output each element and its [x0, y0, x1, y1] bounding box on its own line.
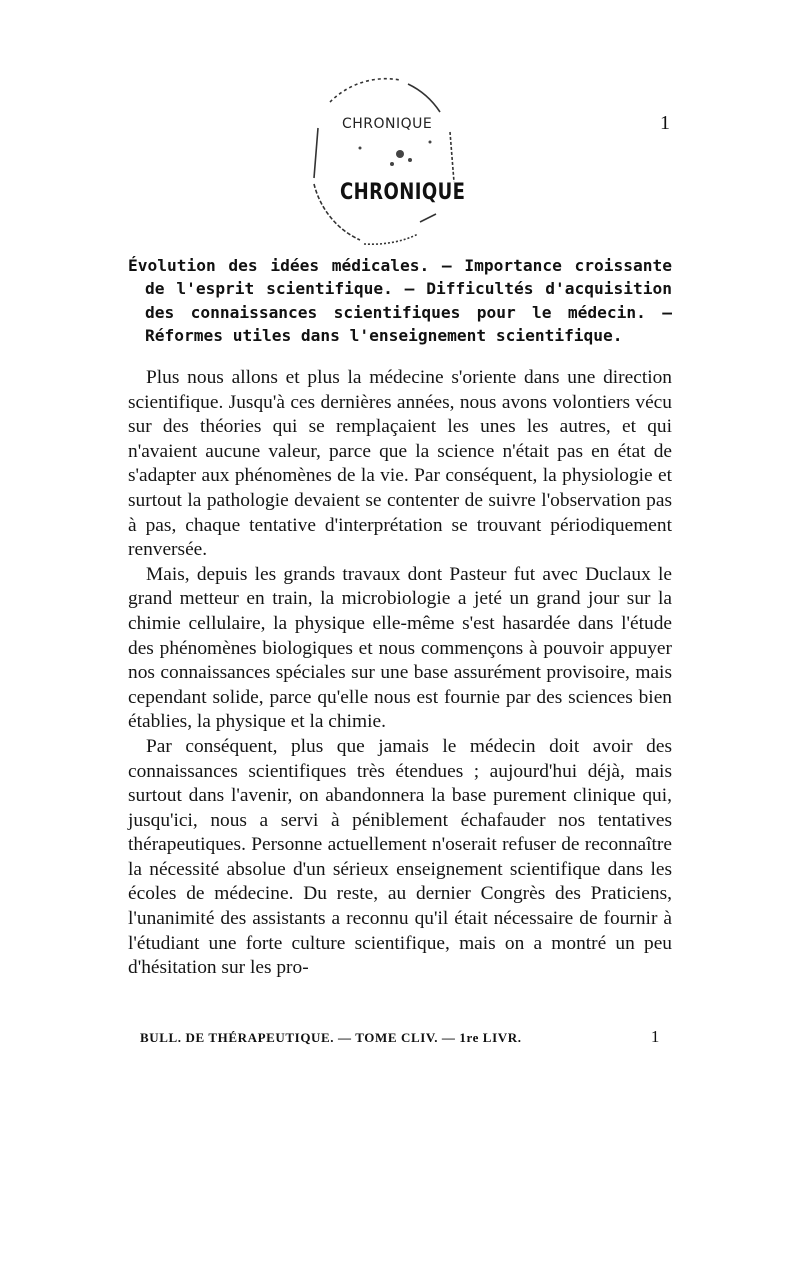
- summary-text: Évolution des idées médicales. — Importance croissante de l'esprit scientifique. — Difficultés d'acquisition des connaissances scientifiques pour le médecin. — Réformes utiles dans l'enseignement scientifique.: [128, 256, 672, 345]
- running-head: CHRONIQUE: [342, 116, 433, 132]
- paragraph: Mais, depuis les grands travaux dont Pasteur fut avec Duclaux le grand metteur en train, la microbiologie a jeté un grand jour sur la chimie cellulaire, la physique elle-même s'est hasardée dans l'étude des phénomènes biologiques et nous commençons à pouvoir appuyer nos connaissances spéciales sur une base assurément provisoire, mais cependant solide, parce qu'elle nous est fournie par des sciences bien établies, la physique et la chimie.: [128, 563, 672, 733]
- stamp-seal-icon: [300, 72, 470, 252]
- chapter-title: CHRONIQUE: [340, 180, 466, 205]
- chapter-summary: [128, 254, 672, 347]
- library-stamp: [300, 72, 470, 252]
- paragraph: Par conséquent, plus que jamais le médecin doit avoir des connaissances scientifiques très étendues ; aujourd'hui déjà, mais surtout dans l'avenir, on abandonnera la base purement clinique qui, jusqu'ici, nous a servi à péniblement échafauder nos tentatives thérapeutiques. Personne actuellement n'oserait refuser de reconnaître la nécessité absolue d'un sérieux enseignement scientifique dans les écoles de médecine. Du reste, au dernier Congrès des Praticiens, l'unanimité des assistants a reconnu qu'il était nécessaire de fournir à l'étudiant une forte culture scientifique, mais on a montré un peu d'hésitation sur les pro-: [128, 735, 672, 979]
- paragraph: Plus nous allons et plus la médecine s'oriente dans une direction scientifique. Jusqu'à ces dernières années, nous avons volontiers vécu sur des théories qui se remplaçaient les unes les autres, et qui n'avaient aucune valeur, parce que la science n'était pas en état de s'adapter aux phénomènes de la vie. Par conséquent, la physiologie et surtout la pathologie devaient se contenter de suivre l'observation pas à pas, chaque tentative d'interprétation se trouvant périodiquement renversée.: [128, 367, 672, 561]
- page-number: 1: [660, 112, 670, 134]
- signature-mark: 1: [650, 1027, 660, 1046]
- footer-imprint: BULL. DE THÉRAPEUTIQUE. — TOME CLIV. — 1re LIVR.: [140, 1030, 522, 1045]
- page-footer: [140, 1027, 660, 1050]
- body-text: [128, 366, 672, 981]
